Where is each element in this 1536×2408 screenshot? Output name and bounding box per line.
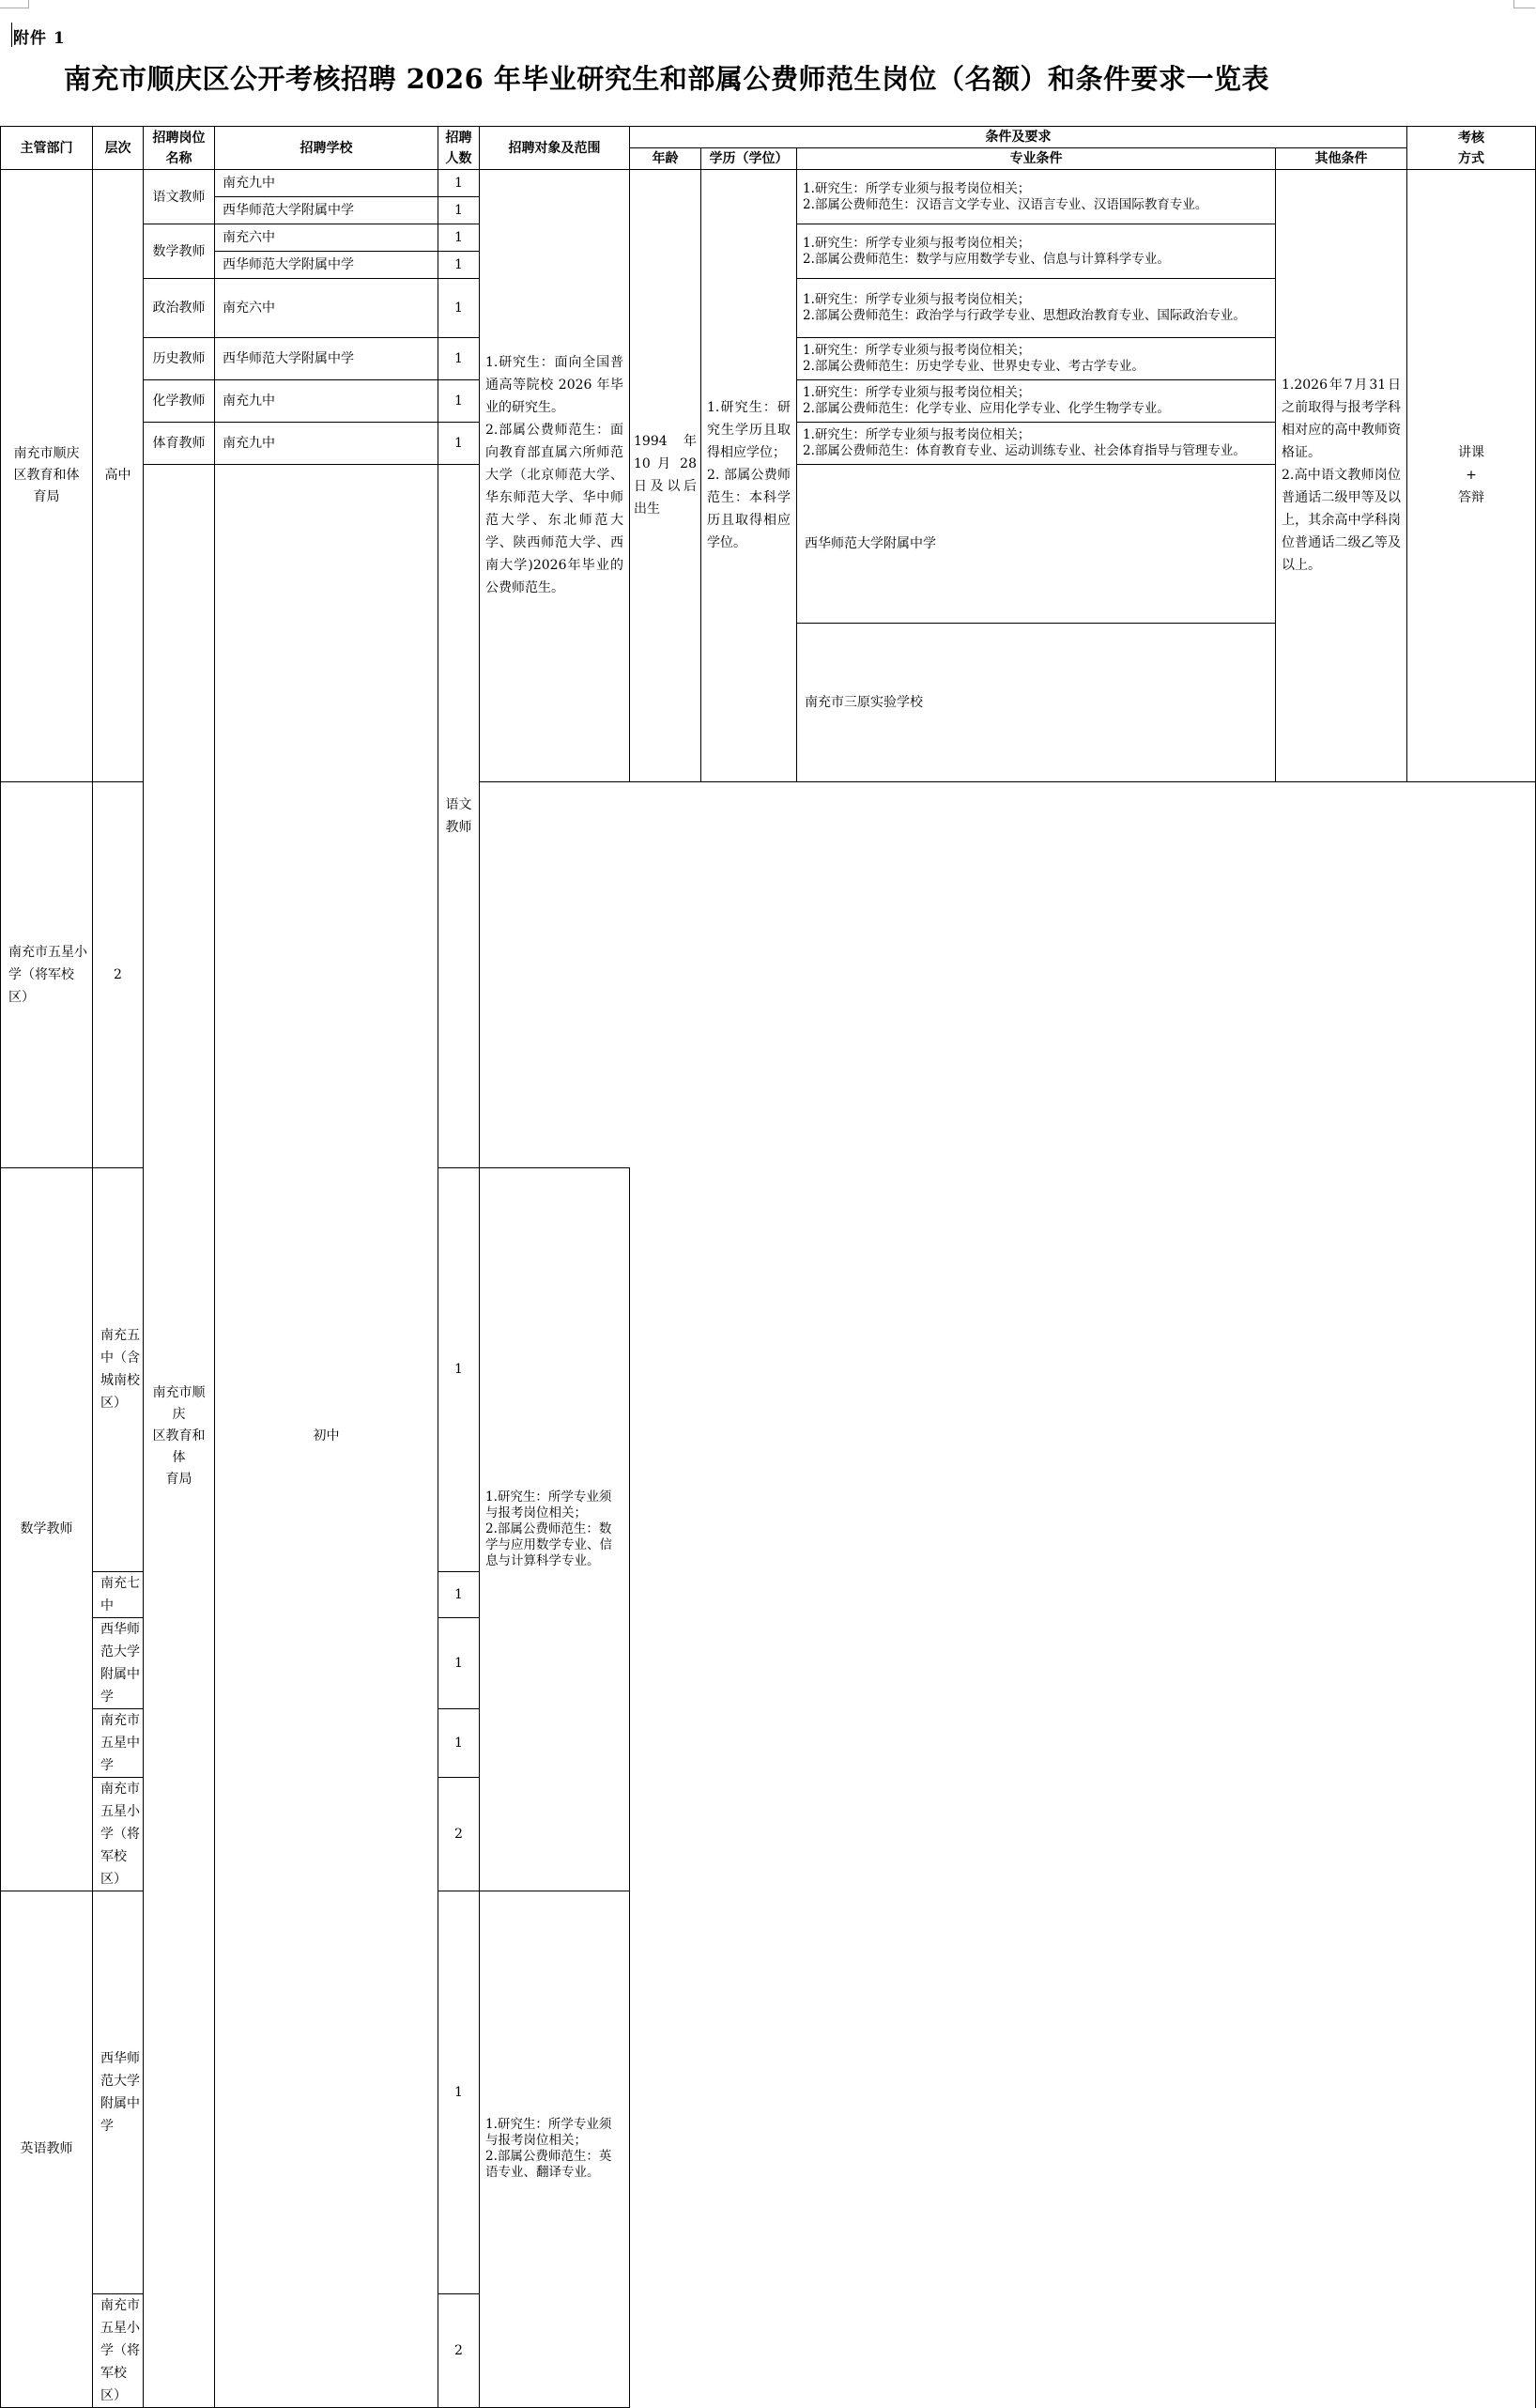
count-cell: 1: [438, 1168, 480, 1572]
major-line: 2.部属公费师范生：政治学与行政学专业、思想政治教育专业、国际政治专业。: [803, 308, 1246, 323]
scope-line: 1.研究生：面向全国普通高等院校 2026 年毕业的研究生。: [485, 355, 623, 416]
dept-line: 育局: [33, 488, 60, 504]
major-line: 2.部属公费师范生：历史学专业、世界史专业、考古学专业。: [803, 359, 1144, 374]
dept-line: 南充市顺庆: [152, 1384, 206, 1422]
major-line: 1.研究生：所学专业须与报考岗位相关；: [803, 427, 1031, 442]
exam-line: 讲课: [1458, 445, 1484, 461]
dept-line: 区教育和体: [152, 1428, 206, 1465]
school-cell: 西华师范大学附属中学: [215, 252, 438, 279]
school-cell: 南充市五星小学（将军校区）: [1, 781, 93, 1167]
header-level: 层次: [93, 127, 144, 170]
header-school: 招聘学校: [215, 127, 438, 170]
page-corner-mark-left: [0, 0, 29, 8]
exam-cell: [1407, 170, 1536, 782]
header-age: 年龄: [630, 148, 701, 170]
major-cell: [480, 1168, 630, 1891]
count-cell: 1: [438, 380, 480, 423]
count-cell: 1: [438, 197, 480, 224]
major-line: 1.研究生：所学专业须与报考岗位相关；: [803, 235, 1031, 251]
post-name: 体育教师: [144, 423, 215, 465]
count-cell: 1: [438, 423, 480, 465]
count-cell: 1: [438, 338, 480, 380]
post-name: 语文教师: [144, 170, 215, 224]
school-cell: 南充六中: [215, 224, 438, 252]
header-count: [438, 127, 480, 170]
dept-line: 育局: [165, 1471, 192, 1487]
count-cell: 1: [438, 1617, 480, 1708]
age-cell: 1994 年 10 月 28 日及以后出生: [630, 170, 701, 782]
count-cell: 1: [438, 170, 480, 197]
count-cell: 1: [438, 1571, 480, 1617]
post-name: 英语教师: [1, 1891, 93, 2408]
school-cell: 南充九中: [215, 380, 438, 423]
attachment-label: 附件 1: [13, 29, 66, 48]
major-line: 1.研究生：所学专业须与报考岗位相关；: [485, 1489, 612, 1520]
text-cursor: [11, 23, 12, 47]
level-cell: 高中: [93, 170, 144, 782]
dept-line: 南充市顺庆: [13, 445, 80, 461]
header-exam-line2: 方式: [1458, 150, 1484, 166]
school-cell: 南充市五星小学（将军校区）: [93, 2294, 144, 2408]
header-post-line1: 招聘岗位: [152, 130, 206, 146]
school-cell: 南充七中: [93, 1571, 144, 1617]
other-cell: [1276, 170, 1407, 782]
major-line: 1.研究生：所学专业须与报考岗位相关；: [803, 292, 1031, 307]
header-post: [144, 127, 215, 170]
major-cell: [797, 224, 1276, 279]
major-cell: [797, 380, 1276, 423]
school-cell: 南充九中: [215, 423, 438, 465]
dept-line: 区教育和体: [13, 467, 80, 483]
post-name: 化学教师: [144, 380, 215, 423]
major-line: 1.研究生：所学专业须与报考岗位相关；: [485, 2117, 612, 2149]
major-line: 2.部属公费师范生：化学专业、应用化学专业、化学生物学专业。: [803, 401, 1170, 416]
major-line: 2.部属公费师范生：数学与应用数学专业、信息与计算科学专业。: [485, 1520, 612, 1568]
other-line: 2.高中语文教师岗位普通话二级甲等及以上，其余高中学科岗位普通话二级乙等及以上。: [1282, 468, 1401, 574]
header-edu: 学历（学位）: [701, 148, 797, 170]
school-cell: 南充五中（含城南校区）: [93, 1168, 144, 1572]
edu-line: 2. 部属公费师范生：本科学历且取得相应学位。: [707, 468, 791, 551]
major-line: 2.部属公费师范生：体育教育专业、运动训练专业、社会体育指导与管理专业。: [803, 443, 1246, 458]
header-scope: 招聘对象及范围: [480, 127, 630, 170]
count-cell: 1: [438, 224, 480, 252]
count-cell: 2: [438, 1777, 480, 1891]
level-cell: 初中: [215, 465, 438, 2408]
dept-cell: [144, 465, 215, 2408]
count-cell: 2: [93, 781, 144, 1167]
scope-line: 2.部属公费师范生：面向教育部直属六所师范大学（北京师范大学、华东师范大学、华中师范大学、东北师范大学、陕西师范大学、西南大学)2026年毕业的公费师范生。: [485, 423, 623, 596]
header-dept: 主管部门: [1, 127, 93, 170]
edu-line: 1.研究生：研究生学历且取得相应学位；: [707, 400, 791, 461]
count-cell: 2: [438, 2294, 480, 2408]
exam-line: 答辩: [1458, 490, 1484, 506]
major-cell: [797, 279, 1276, 338]
post-name: 数学教师: [1, 1168, 93, 1891]
count-cell: 1: [438, 1708, 480, 1777]
edu-cell: [701, 170, 797, 782]
exam-line: +: [1466, 468, 1477, 484]
school-cell: 西华师范大学附属中学: [215, 197, 438, 224]
header-exam-line1: 考核: [1458, 130, 1484, 146]
header-count-line2: 人数: [445, 150, 472, 166]
dept-cell: [1, 170, 93, 782]
major-cell: [797, 423, 1276, 465]
major-line: 2.部属公费师范生：汉语言文学专业、汉语言专业、汉语国际教育专业。: [803, 196, 1208, 212]
major-cell: [797, 338, 1276, 380]
school-cell: 西华师范大学附属中学: [797, 465, 1276, 624]
school-cell: 西华师范大学附属中学: [215, 338, 438, 380]
header-other: 其他条件: [1276, 148, 1407, 170]
major-cell: [797, 170, 1276, 224]
post-name: 语文教师: [438, 465, 480, 1168]
school-cell: 西华师范大学附属中学: [93, 1891, 144, 2294]
count-cell: 1: [438, 279, 480, 338]
school-cell: 南充市五星中学: [93, 1708, 144, 1777]
recruitment-table: [0, 126, 1536, 2408]
scope-cell: [480, 170, 630, 782]
document-title: 南充市顺庆区公开考核招聘 2026 年毕业研究生和部属公费师范生岗位（名额）和条件要求一览表: [64, 63, 1269, 95]
school-cell: 南充六中: [215, 279, 438, 338]
header-count-line1: 招聘: [445, 130, 472, 146]
school-cell: 南充九中: [215, 170, 438, 197]
other-line: 1.2026年7月31日之前取得与报考学科相对应的高中教师资格证。: [1282, 378, 1401, 461]
header-major: 专业条件: [797, 148, 1276, 170]
header-exam: [1407, 127, 1536, 170]
count-cell: 1: [438, 1891, 480, 2294]
header-post-line2: 名称: [165, 150, 192, 166]
school-cell: 南充市五星小学（将军校区）: [93, 1777, 144, 1891]
page-corner-mark-right: [1513, 0, 1535, 8]
major-line: 2.部属公费师范生：数学与应用数学专业、信息与计算科学专业。: [803, 251, 1170, 267]
major-line: 1.研究生：所学专业须与报考岗位相关；: [803, 385, 1031, 400]
post-name: 数学教师: [144, 224, 215, 279]
count-cell: 1: [438, 252, 480, 279]
header-conditions: 条件及要求: [630, 127, 1407, 148]
major-line: 1.研究生：所学专业须与报考岗位相关；: [803, 343, 1031, 358]
post-name: 政治教师: [144, 279, 215, 338]
post-name: 历史教师: [144, 338, 215, 380]
major-cell: [480, 1891, 630, 2408]
major-line: 1.研究生：所学专业须与报考岗位相关；: [803, 180, 1031, 196]
school-cell: 南充市三原实验学校: [797, 623, 1276, 781]
major-line: 2.部属公费师范生：英语专业、翻译专业。: [485, 2149, 612, 2181]
school-cell: 西华师范大学附属中学: [93, 1617, 144, 1708]
